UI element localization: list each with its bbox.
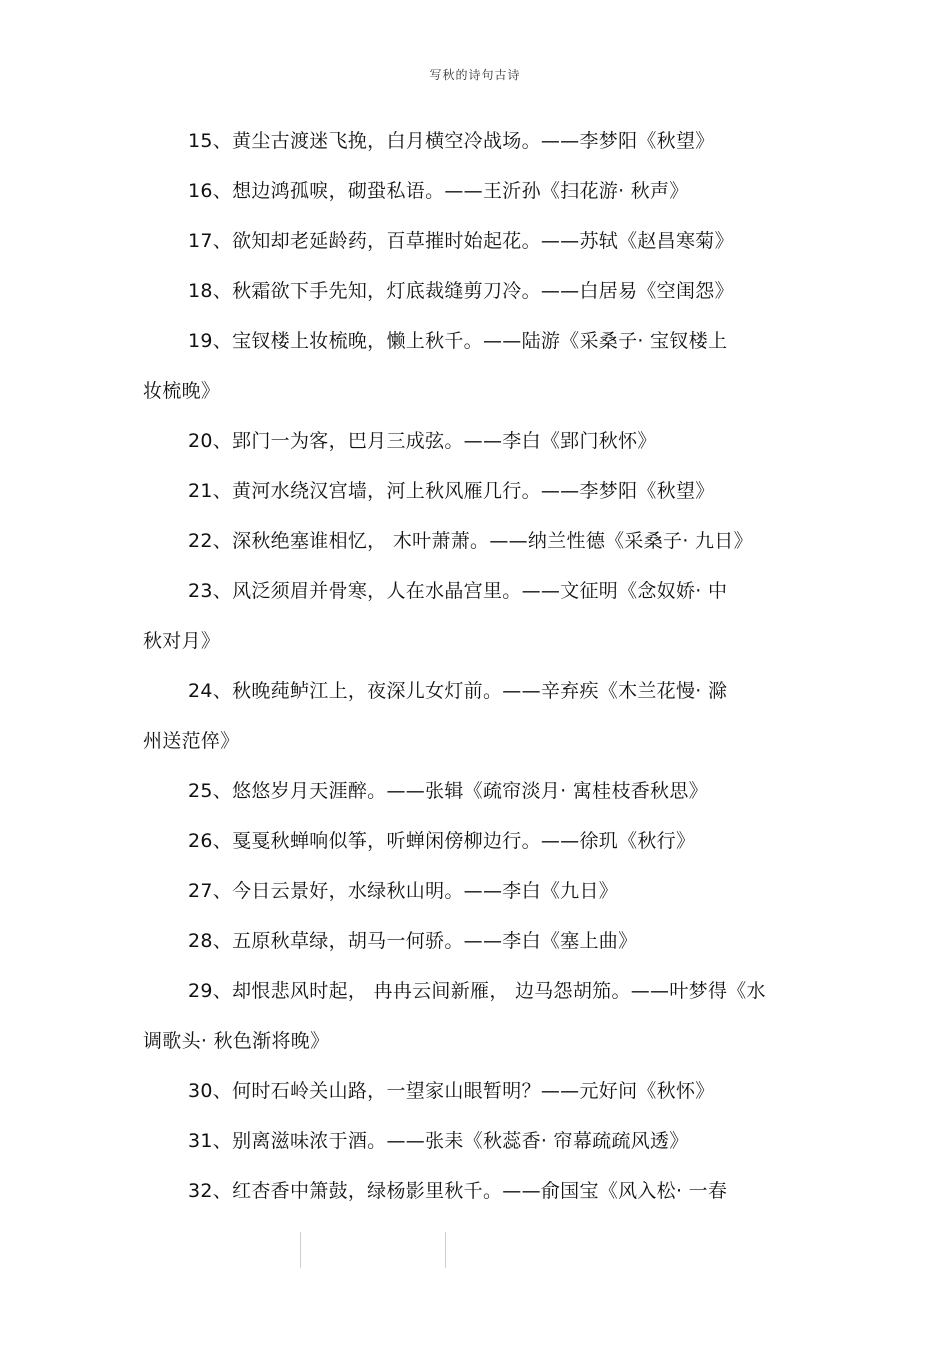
poem-line: 16、想边鸿孤唳，砌蛩私语。——王沂孙《扫花游· 秋声》 (188, 180, 689, 202)
poem-line: 17、欲知却老延龄药，百草摧时始起花。——苏轼《赵昌寒菊》 (188, 230, 734, 252)
poem-line-continuation: 秋对月》 (143, 630, 221, 652)
poem-line: 31、别离滋味浓于酒。——张耒《秋蕊香· 帘幕疏疏风透》 (188, 1130, 689, 1152)
poem-line-continuation: 州送范倅》 (143, 730, 240, 752)
page-title: 写秋的诗句古诗 (429, 68, 521, 82)
poem-line: 18、秋霜欲下手先知，灯底裁缝剪刀冷。——白居易《空闺怨》 (188, 280, 734, 302)
poem-line: 20、郢门一为客，巴月三成弦。——李白《郢门秋怀》 (188, 430, 657, 452)
poem-line: 26、戛戛秋蝉响似筝，听蝉闲傍柳边行。——徐玑《秋行》 (188, 830, 696, 852)
poem-list (143, 125, 823, 1225)
poem-line: 29、却恨悲风时起， 冉冉云间新雁， 边马怨胡笳。——叶梦得《水 (188, 980, 766, 1002)
footer-divider-right (445, 1232, 446, 1268)
poem-line: 23、风泛须眉并骨寒，人在水晶宫里。——文征明《念奴娇· 中 (188, 580, 728, 602)
poem-line-continuation: 调歌头· 秋色渐将晚》 (143, 1030, 330, 1052)
poem-line: 19、宝钗楼上妆梳晚，懒上秋千。——陆游《采桑子· 宝钗楼上 (188, 330, 728, 352)
footer-divider-left (300, 1232, 301, 1268)
poem-line: 15、黄尘古渡迷飞挽，白月横空冷战场。——李梦阳《秋望》 (188, 130, 715, 152)
poem-line: 27、今日云景好，水绿秋山明。——李白《九日》 (188, 880, 619, 902)
poem-line: 32、红杏香中箫鼓，绿杨影里秋千。——俞国宝《风入松· 一春 (188, 1180, 728, 1202)
poem-line: 25、悠悠岁月天涯醉。——张辑《疏帘淡月· 寓桂枝香秋思》 (188, 780, 708, 802)
poem-line: 30、何时石岭关山路，一望家山眼暂明？——元好问《秋怀》 (188, 1080, 715, 1102)
poem-line: 21、黄河水绕汉宫墙，河上秋风雁几行。——李梦阳《秋望》 (188, 480, 715, 502)
poem-line: 24、秋晚莼鲈江上，夜深儿女灯前。——辛弃疾《木兰花慢· 滁 (188, 680, 728, 702)
poem-line-continuation: 妆梳晚》 (143, 380, 221, 402)
poem-line: 22、深秋绝塞谁相忆， 木叶萧萧。——纳兰性德《采桑子· 九日》 (188, 530, 753, 552)
poem-line: 28、五原秋草绿，胡马一何骄。——李白《塞上曲》 (188, 930, 638, 952)
